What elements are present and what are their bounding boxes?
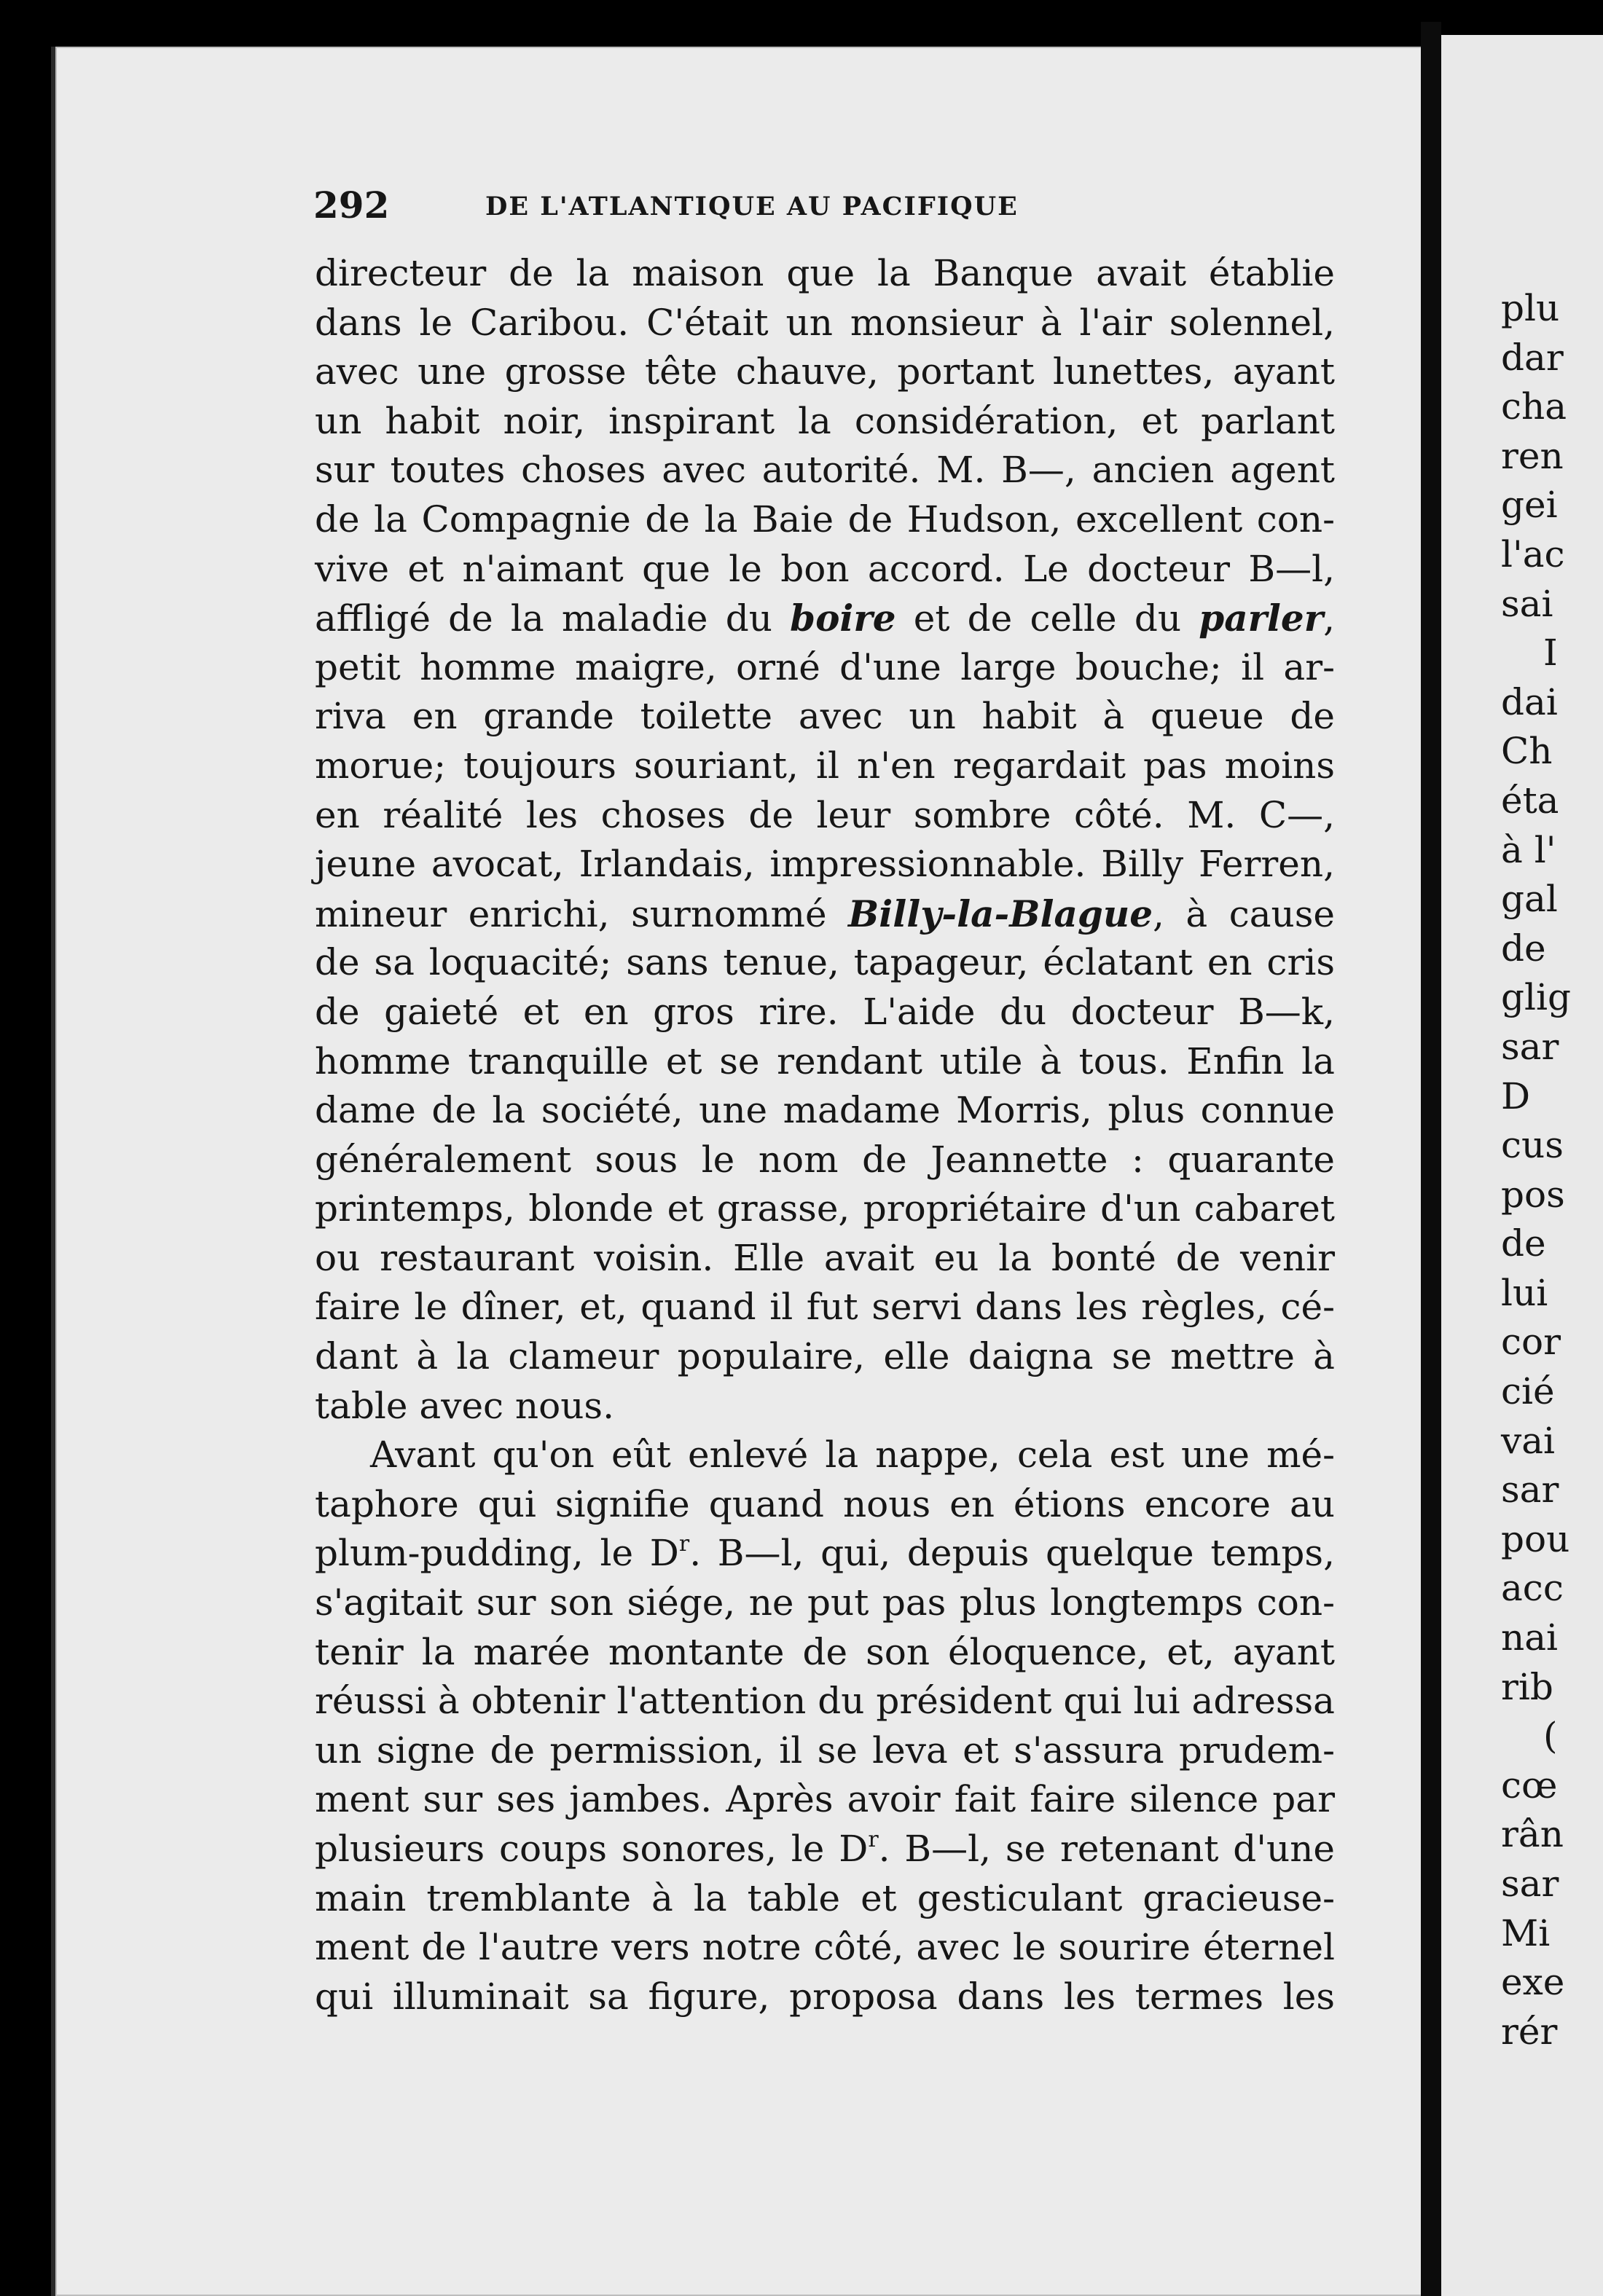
text-line: de la Compagnie de la Baie de Hudson, excellent con- [315, 498, 1335, 540]
facing-line: sar [1501, 1863, 1559, 1905]
text-run: plum-pudding, le D [315, 1532, 679, 1575]
facing-line: Mi [1501, 1911, 1551, 1954]
facing-line: sai [1501, 582, 1553, 625]
facing-line: lui [1501, 1271, 1548, 1314]
text-line: ment sur ses jambes. Après avoir fait faire silence par [315, 1778, 1335, 1821]
text-line: de sa loquacité; sans tenue, tapageur, éclatant en cris [315, 941, 1335, 984]
text-line: s'agitait sur son siége, ne put pas plus longtemps con- [315, 1581, 1335, 1624]
facing-line: sar [1501, 1469, 1559, 1511]
text-line: de gaieté et en gros rire. L'aide du docteur B—k, [315, 990, 1335, 1033]
text-run: plusieurs coups sonores, le D [315, 1828, 869, 1870]
text-run: mineur enrichi, surnommé [315, 892, 849, 935]
text-line [315, 594, 1335, 643]
text-line: faire le dîner, et, quand il fut servi dans les règles, cé- [315, 1286, 1335, 1329]
facing-line: cus [1501, 1124, 1564, 1167]
italic-word: Billy-la-Blague [848, 892, 1153, 935]
facing-line: acc [1501, 1567, 1564, 1610]
text-run: . B—l, qui, depuis quelque temps, [689, 1532, 1335, 1575]
text-line: taphore qui signifie quand nous en étions encore au [315, 1482, 1335, 1525]
text-run: et de celle du [895, 597, 1199, 640]
facing-line: cor [1501, 1321, 1561, 1364]
text-line: sur toutes choses avec autorité. M. B—, ancien agent [315, 449, 1335, 492]
facing-line: dai [1501, 680, 1558, 723]
running-title: DE L'ATLANTIQUE AU PACIFIQUE [485, 192, 1019, 221]
text-line: jeune avocat, Irlandais, impressionnable. Billy Ferren, [315, 843, 1335, 886]
facing-line: plu [1501, 287, 1560, 329]
text-run: affligé de la maladie du [315, 597, 791, 640]
facing-line: vai [1501, 1419, 1556, 1462]
text-line: morue; toujours souriant, il n'en regardait pas moins [315, 744, 1335, 787]
facing-line: dar [1501, 336, 1564, 379]
facing-line: à l' [1501, 828, 1556, 871]
facing-line: cha [1501, 385, 1567, 428]
running-header [265, 157, 1358, 227]
facing-line: exe [1501, 1961, 1565, 2004]
text-line: dant à la clameur populaire, elle daigna se mettre à [315, 1335, 1335, 1378]
facing-line: de [1501, 927, 1546, 970]
text-line: ou restaurant voisin. Elle avait eu la bonté de venir [315, 1236, 1335, 1279]
text-line: Avant qu'on eût enlevé la nappe, cela est une mé- [370, 1434, 1335, 1477]
text-line: directeur de la maison que la Banque avait établie [315, 252, 1335, 294]
facing-line: éta [1501, 779, 1559, 822]
text-line: un habit noir, inspirant la considération, et parlant [315, 399, 1335, 442]
book-gutter [1421, 22, 1441, 2296]
right-page-edge [1441, 35, 1603, 2296]
text-run: , [1323, 597, 1335, 640]
text-line [315, 889, 1335, 939]
text-line: un signe de permission, il se leva et s'assura prudem- [315, 1729, 1335, 1772]
facing-line: ( [1543, 1715, 1558, 1758]
facing-line: rér [1501, 2010, 1558, 2053]
facing-page-text [1501, 284, 1571, 2056]
text-line: généralement sous le nom de Jeannette : quarante [315, 1138, 1335, 1181]
facing-line: glig [1501, 976, 1571, 1019]
superscript: r [868, 1827, 879, 1852]
page-number: 292 [313, 184, 390, 227]
text-line: riva en grande toilette avec un habit à queue de [315, 695, 1335, 738]
facing-line: cié [1501, 1370, 1555, 1413]
text-line: dame de la société, une madame Morris, plus connue [315, 1089, 1335, 1132]
text-line: avec une grosse tête chauve, portant lunettes, ayant [315, 350, 1335, 393]
superscript: r [678, 1531, 690, 1557]
facing-line: Ch [1501, 730, 1553, 773]
text-line: tenir la marée montante de son éloquence, et, ayant [315, 1630, 1335, 1673]
facing-line: gei [1501, 484, 1558, 527]
text-line: printemps, blonde et grasse, propriétaire d'un cabaret [315, 1187, 1335, 1230]
text-line: qui illuminait sa figure, proposa dans les termes les [315, 1975, 1335, 2018]
facing-line: nai [1501, 1616, 1559, 1659]
text-line [315, 1825, 1335, 1874]
text-line: dans le Caribou. C'était un monsieur à l'air solennel, [315, 301, 1335, 344]
facing-line: pou [1501, 1517, 1570, 1560]
italic-word: parler [1199, 597, 1324, 640]
facing-line: cœ [1501, 1764, 1558, 1806]
italic-word: boire [790, 597, 896, 640]
facing-line: pos [1501, 1173, 1565, 1216]
facing-line: gal [1501, 878, 1558, 921]
facing-line: rân [1501, 1813, 1564, 1856]
text-line: petit homme maigre, orné d'une large bouche; il ar- [315, 645, 1335, 688]
text-line: vive et n'aimant que le bon accord. Le docteur B—l, [315, 547, 1335, 590]
text-line: réussi à obtenir l'attention du président qui lui adressa [315, 1680, 1335, 1723]
text-line: ment de l'autre vers notre côté, avec le sourire éternel [315, 1926, 1335, 1969]
text-run: , à cause [1153, 892, 1335, 935]
facing-line: ren [1501, 434, 1564, 477]
text-line: table avec nous. [315, 1384, 614, 1427]
facing-line: I [1543, 632, 1558, 675]
text-line: homme tranquille et se rendant utile à tous. Enfin la [315, 1039, 1335, 1082]
text-run: . B—l, se retenant d'une [878, 1828, 1336, 1870]
facing-line: rib [1501, 1665, 1553, 1708]
facing-line: D [1501, 1074, 1531, 1117]
facing-line: de [1501, 1222, 1546, 1265]
facing-line: l'ac [1501, 532, 1565, 575]
text-line: en réalité les choses de leur sombre côté. M. C—, [315, 793, 1335, 836]
text-line [315, 1529, 1335, 1578]
body-text [315, 249, 1335, 2021]
facing-line: sar [1501, 1025, 1559, 1068]
text-line: main tremblante à la table et gesticulant gracieuse- [315, 1876, 1335, 1919]
